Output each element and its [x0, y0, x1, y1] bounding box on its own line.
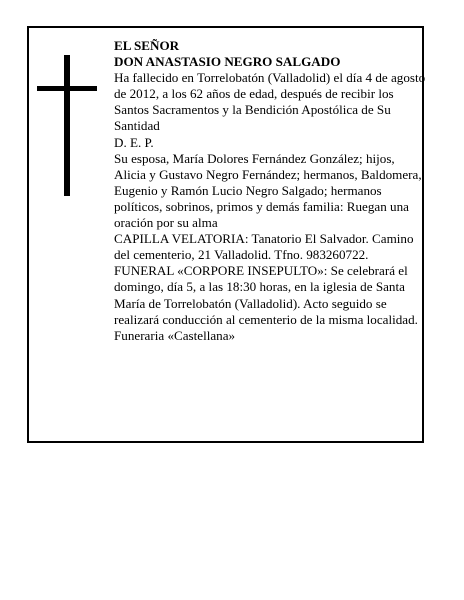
cross-vertical-bar: [64, 55, 70, 196]
obituary-text: [114, 38, 426, 344]
dep-line: D. E. P.: [114, 134, 154, 150]
cross-icon: [37, 55, 97, 196]
cross-horizontal-bar: [37, 86, 97, 91]
death-announcement: Ha fallecido en Torrelobatón (Valladolid) el día 4 de agosto de 2012, a los 62 años de edad, después de recibir los Santos Sacramentos y la Bendición Apostólica de Su Santidad: [114, 70, 426, 134]
deceased-name: DON ANASTASIO NEGRO SALGADO: [114, 54, 341, 70]
family-paragraph: Su esposa, María Dolores Fernández González; hijos, Alicia y Gustavo Negro Fernández; hermanos, Baldomera, Eugenio y Ramón Lucio Negro Salgado; hermanos políticos, sobrinos, primos y demás familia: Ruegan una oración por su alma: [114, 150, 422, 231]
funeral-paragraph: FUNERAL «CORPORE INSEPULTO»: Se celebrará el domingo, día 5, a las 18:30 horas, en la iglesia de Santa María de Torrelobatón (Valladolid). Acto seguido se realizará conducción al cementerio de la misma localidad.: [114, 263, 418, 327]
chapel-paragraph: CAPILLA VELATORIA: Tanatorio El Salvador. Camino del cementerio, 21 Valladolid. Tfno. 983260722.: [114, 231, 414, 263]
title-honorific: EL SEÑOR: [114, 38, 180, 53]
funeral-home: Funeraria «Castellana»: [114, 327, 236, 343]
